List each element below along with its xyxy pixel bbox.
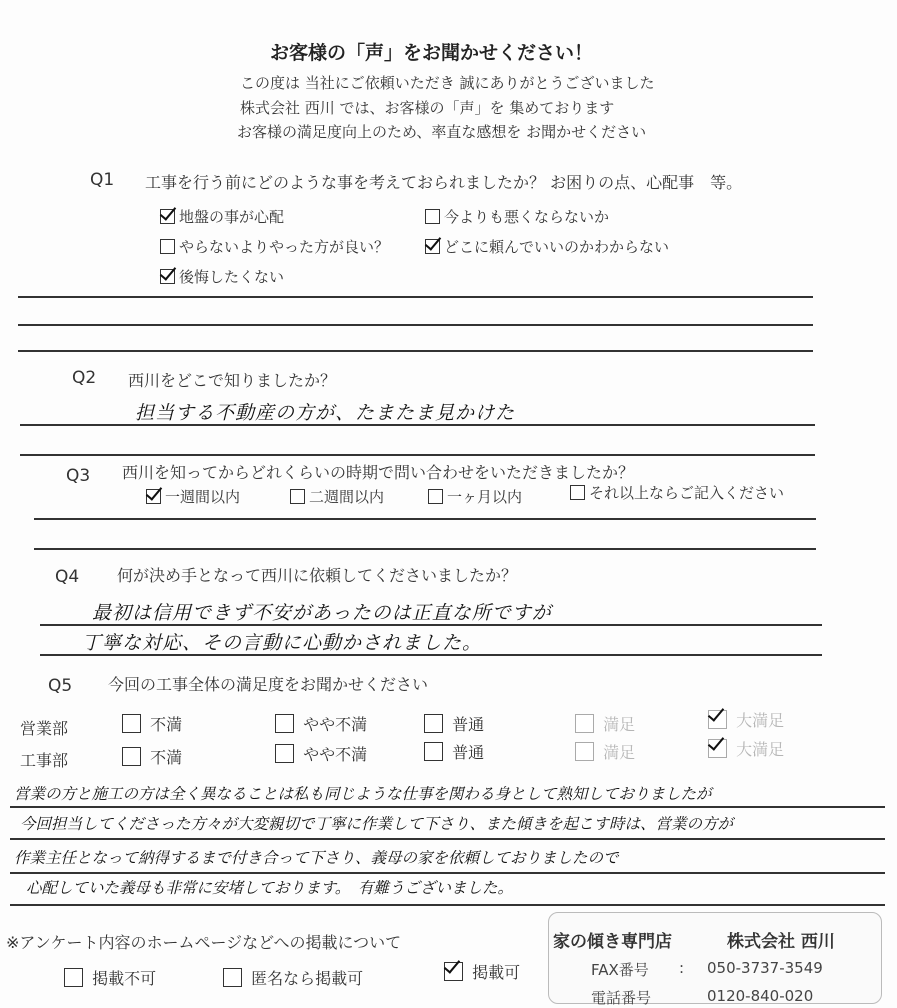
company-name: 株式会社 西川 (727, 932, 835, 952)
checkbox[interactable] (122, 714, 141, 733)
q1-answer-line (18, 324, 813, 326)
q1-option-label: 後悔したくない (179, 268, 285, 286)
dept-sales-label: 営業部 (20, 719, 69, 738)
q3-option-label: 二週間以内 (309, 488, 385, 506)
q3-option-1week[interactable] (146, 486, 240, 507)
q2-label: Q2 (72, 368, 97, 388)
construction-rating-5[interactable] (708, 737, 784, 760)
checkbox[interactable] (64, 968, 83, 987)
rating-label: 大満足 (736, 740, 785, 759)
q1-label: Q1 (90, 170, 115, 190)
shop-name: 家の傾き専門店 (553, 932, 672, 952)
q3-label: Q3 (66, 466, 91, 486)
q1-answer-line (18, 350, 813, 352)
q3-option-label: 一週間以内 (165, 488, 241, 506)
q3-option-label: 一ヶ月以内 (447, 488, 523, 506)
q1-option-regret[interactable] (160, 266, 284, 287)
intro-line-2: 株式会社 西川 では、お客様の「声」を 集めております (240, 99, 615, 117)
q1-option-better[interactable] (160, 236, 389, 257)
q3-option-2weeks[interactable] (290, 486, 384, 507)
q1-option-label: 地盤の事が心配 (179, 208, 285, 226)
construction-rating-2[interactable] (275, 742, 367, 765)
checkbox[interactable] (575, 714, 594, 733)
fax-number: 050-3737-3549 (707, 959, 823, 977)
publication-option-label: 掲載不可 (92, 969, 157, 988)
company-stamp (548, 912, 882, 1007)
survey-title: お客様の「声」をお聞かせください！ (270, 42, 594, 64)
comment-rule (10, 904, 885, 906)
checkbox[interactable] (275, 744, 294, 763)
publication-option-yes[interactable] (444, 960, 520, 983)
comment-rule (10, 872, 885, 874)
checkbox[interactable] (424, 714, 443, 733)
publication-option-label: 匿名なら掲載可 (251, 969, 364, 988)
q3-option-label: それ以上ならご記入ください (589, 484, 785, 502)
rating-label: やや不満 (303, 745, 368, 764)
q2-question: 西川をどこで知りましたか？ (128, 371, 337, 390)
checkbox-checked[interactable] (425, 239, 440, 254)
rating-label: やや不満 (303, 715, 368, 734)
q1-option-label: 今よりも悪くならないか (444, 208, 610, 226)
checkbox[interactable] (570, 485, 585, 500)
q1-answer-line (18, 296, 813, 298)
construction-rating-1[interactable] (122, 745, 182, 768)
construction-rating-3[interactable] (424, 740, 484, 763)
sales-rating-1[interactable] (122, 712, 182, 735)
checkbox[interactable] (575, 742, 594, 761)
publication-option-label: 掲載可 (472, 963, 521, 982)
checkbox[interactable] (160, 239, 175, 254)
q1-option-ground[interactable] (160, 206, 284, 227)
checkbox-checked[interactable] (160, 209, 175, 224)
rating-label: 不満 (150, 715, 183, 734)
rating-label: 満足 (603, 715, 636, 734)
publication-option-anonymous[interactable] (223, 966, 363, 989)
checkbox[interactable] (223, 968, 242, 987)
q1-question: 工事を行う前にどのような事を考えておられましたか？ お困りの点、心配事 等。 (145, 173, 743, 192)
q1-option-label: やらないよりやった方が良い？ (179, 238, 390, 256)
intro-line-1: この度は 当社にご依頼いただき 誠にありがとうございました (240, 74, 655, 92)
tel-number: 0120-840-020 (707, 987, 814, 1005)
fax-colon: : (679, 959, 685, 977)
intro-line-3: お客様の満足度向上のため、率直な感想を お聞かせください (237, 123, 647, 141)
q4-label: Q4 (55, 567, 80, 587)
comment-line-1: 営業の方と施工の方は全く異なることは私も同じような仕事を関わる身として熟知しておりましたが (14, 785, 712, 803)
q2-answer-line (20, 454, 815, 456)
checkbox-checked[interactable] (708, 710, 727, 729)
q5-question: 今回の工事全体の満足度をお聞かせください (108, 675, 429, 694)
rating-label: 満足 (603, 743, 636, 762)
checkbox[interactable] (275, 714, 294, 733)
q2-answer-line (20, 424, 815, 426)
sales-rating-3[interactable] (424, 712, 484, 735)
sales-rating-5[interactable] (708, 708, 784, 731)
checkbox[interactable] (428, 489, 443, 504)
q3-option-1month[interactable] (428, 486, 522, 507)
checkbox[interactable] (425, 209, 440, 224)
publication-option-no[interactable] (64, 966, 156, 989)
q3-question: 西川を知ってからどれくらいの時期で問い合わせをいただきましたか？ (122, 463, 635, 482)
q2-answer: 担当する不動産の方が、たまたま見かけた (135, 402, 516, 424)
checkbox[interactable] (290, 489, 305, 504)
construction-rating-4[interactable] (575, 740, 635, 763)
sales-rating-2[interactable] (275, 712, 367, 735)
rating-label: 普通 (452, 743, 485, 762)
checkbox[interactable] (424, 742, 443, 761)
checkbox-checked[interactable] (444, 962, 463, 981)
comment-rule (10, 806, 885, 808)
comment-rule (10, 838, 885, 840)
comment-line-4: 心配していた義母も非常に安堵しております。 有難うございました。 (26, 879, 514, 897)
q5-label: Q5 (48, 676, 73, 696)
q4-question: 何が決め手となって西川に依頼してくださいましたか？ (117, 566, 518, 585)
q4-answer-line (40, 654, 822, 656)
comment-line-2: 今回担当してくださった方々が大変親切で丁寧に作業して下さり、また傾きを起こす時は、営業の方が (20, 815, 734, 833)
publication-heading: ※アンケート内容のホームページなどへの掲載について (6, 933, 402, 952)
rating-label: 大満足 (736, 711, 785, 730)
q1-option-who[interactable] (425, 236, 669, 257)
dept-construction-label: 工事部 (20, 751, 69, 770)
q1-option-worse[interactable] (425, 206, 609, 227)
checkbox-checked[interactable] (146, 489, 161, 504)
q3-option-other[interactable] (570, 482, 784, 503)
q3-answer-line (34, 548, 816, 550)
q4-answer-line (40, 624, 822, 626)
fax-label: FAX番号 (591, 961, 649, 979)
rating-label: 不満 (150, 748, 183, 767)
checkbox-checked[interactable] (160, 269, 175, 284)
checkbox-checked[interactable] (708, 739, 727, 758)
q4-answer-line-1: 最初は信用できず不安があったのは正直な所ですが (92, 602, 552, 624)
q4-answer-line-2: 丁寧な対応、その言動に心動かされました。 (82, 632, 483, 654)
rating-label: 普通 (452, 715, 485, 734)
q3-answer-line (34, 518, 816, 520)
checkbox[interactable] (122, 747, 141, 766)
tel-label: 電話番号 (591, 989, 652, 1007)
sales-rating-4[interactable] (575, 712, 635, 735)
comment-line-3: 作業主任となって納得するまで付き合って下さり、義母の家を依頼しておりましたので (14, 849, 619, 867)
q1-option-label: どこに頼んでいいのかわからない (444, 238, 670, 256)
